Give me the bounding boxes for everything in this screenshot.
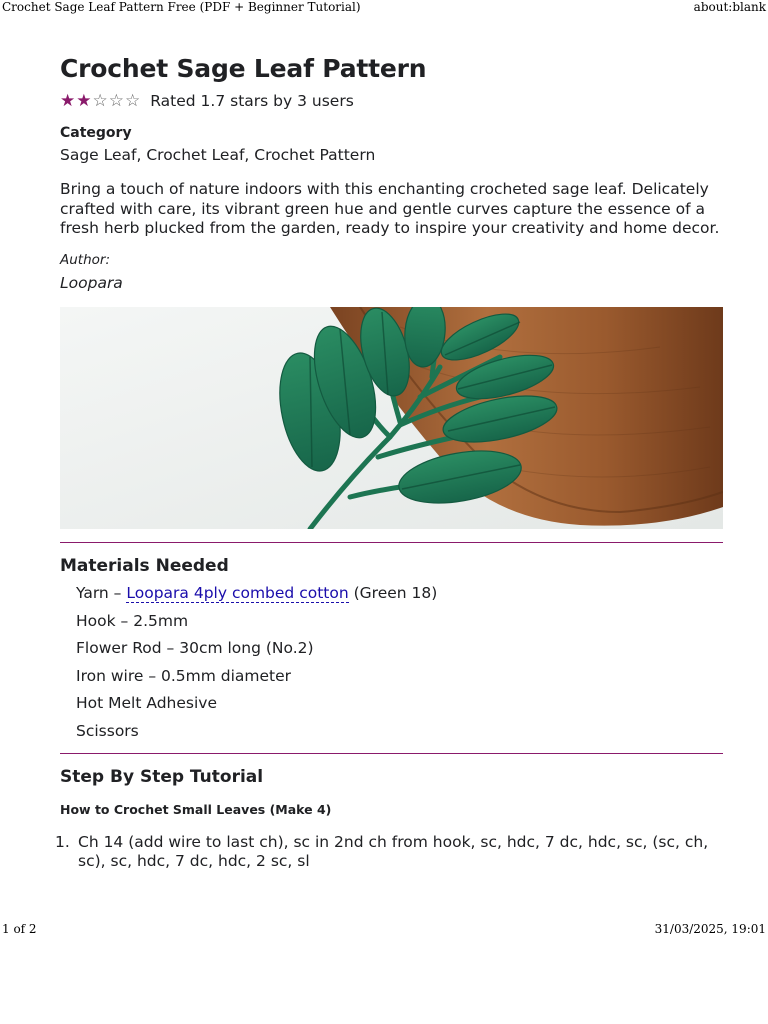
star-filled-icon[interactable]: ★ [76,91,92,111]
hero-image [60,307,723,529]
list-item: Hot Melt Adhesive [76,694,217,713]
star-empty-icon[interactable]: ☆ [125,91,141,111]
category-value: Sage Leaf, Crochet Leaf, Crochet Pattern [60,146,376,164]
star-empty-icon[interactable]: ☆ [108,91,124,111]
tutorial-title: Step By Step Tutorial [60,767,264,787]
materials-list [76,582,437,748]
page-title: Crochet Sage Leaf Pattern [60,54,427,83]
list-item [55,833,723,871]
star-filled-icon[interactable]: ★ [60,91,76,111]
yarn-link[interactable]: Loopara 4ply combed cotton [126,584,349,602]
print-footer [0,922,768,938]
star-empty-icon[interactable]: ☆ [92,91,108,111]
article-header [60,52,723,293]
print-datetime: 31/03/2025, 19:01 [654,922,766,936]
description: Bring a touch of nature indoors with this enchanting crocheted sage leaf. Delicately crafted with care, its vibrant green hue and gentle curves capture the essence of a fresh herb plucked from the garden, ready to inspire your creativity and home decor. [60,180,720,237]
list-item: Hook – 2.5mm [76,611,189,630]
sage-leaf-photo [60,307,723,529]
author-name: Loopara [60,273,123,292]
print-url: about:blank [693,0,766,14]
steps-list [55,833,723,871]
print-page-title: Crochet Sage Leaf Pattern Free (PDF + Beginner Tutorial) [2,0,361,14]
rating-text: Rated 1.7 stars by 3 users [150,92,354,110]
list-item: Scissors [76,721,139,740]
category-label: Category [60,125,132,141]
print-header [0,0,768,16]
step-text: Ch 14 (add wire to last ch), sc in 2nd ch from hook, sc, hdc, 7 dc, hdc, sc, (sc, ch, sc), sc, hdc, 7 dc, hdc, 2 sc, sl [78,833,714,870]
section-divider [60,542,723,543]
page-count: 1 of 2 [2,922,37,936]
material-prefix: Yarn – [76,584,127,602]
list-item [76,582,437,610]
tutorial-subtitle: How to Crochet Small Leaves (Make 4) [60,802,332,817]
rating [60,90,723,112]
material-suffix: (Green 18) [348,584,438,602]
list-item: Flower Rod – 30cm long (No.2) [76,639,314,658]
author-label: Author: [60,251,110,268]
step-number: 1. [55,833,70,851]
star-rating[interactable] [60,92,141,110]
list-item: Iron wire – 0.5mm diameter [76,666,292,685]
materials-title: Materials Needed [60,556,229,576]
section-divider [60,753,723,754]
